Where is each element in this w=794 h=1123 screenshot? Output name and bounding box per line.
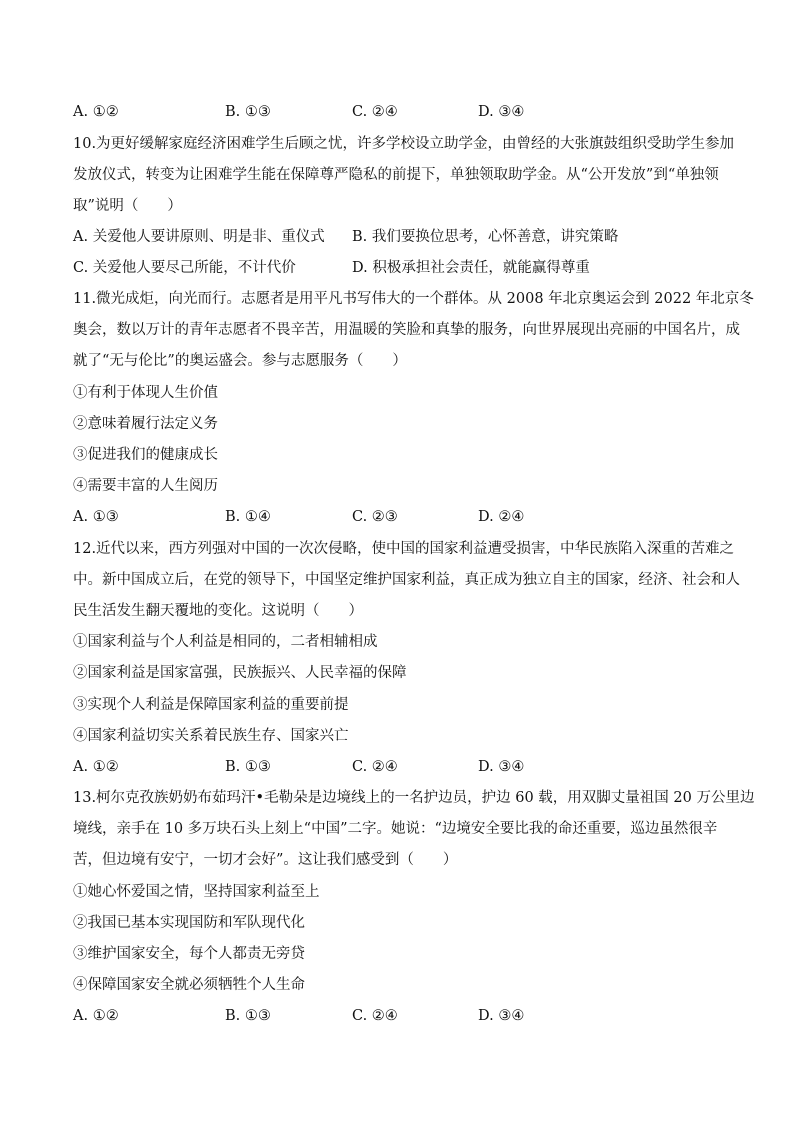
- q12-statement-3: ③实现个人利益是保障国家利益的重要前提: [73, 697, 349, 713]
- q10-stem-line-2: 发放仪式，转变为让困难学生能在保障尊严隐私的前提下，单独领取助学金。从“公开发放”到“单独领: [73, 167, 719, 183]
- q13-option-a[interactable]: A. ①②: [73, 1008, 119, 1024]
- q12-stem-line-3: 民生活发生翻天覆地的变化。这说明（ ）: [73, 603, 363, 619]
- q9-option-c[interactable]: C. ②④: [352, 104, 398, 120]
- q10-stem-line-3: 取”说明（ ）: [73, 198, 182, 214]
- q12-stem-line-2: 中。新中国成立后，在党的领导下，中国坚定维护国家利益，真正成为独立自主的国家，经济、社会和人: [73, 572, 740, 588]
- q13-statement-2: ②我国已基本实现国防和军队现代化: [73, 915, 305, 931]
- q12-options: [73, 756, 753, 778]
- q13-stem-line-2: 境线，亲手在 10 多万块石头上刻上“中国”二字。她说：“边境安全要比我的命还重要，巡边虽然很辛: [73, 821, 718, 837]
- q13-option-b[interactable]: B. ①③: [225, 1008, 271, 1024]
- q12-statement-4: ④国家利益切实关系着民族生存、国家兴亡: [73, 728, 349, 744]
- q11-option-b[interactable]: B. ①④: [225, 509, 271, 525]
- q10-option-c[interactable]: C. 关爱他人要尽己所能，不计代价: [73, 260, 296, 276]
- q11-stem-line-3: 就了“无与伦比”的奥运盛会。参与志愿服务（ ）: [73, 353, 407, 369]
- q11-statement-3: ③促进我们的健康成长: [73, 447, 218, 463]
- q10-option-d[interactable]: D. 积极承担社会责任，就能赢得尊重: [352, 260, 590, 276]
- q9-option-b[interactable]: B. ①③: [225, 104, 271, 120]
- q11-statement-4: ④需要丰富的人生阅历: [73, 478, 218, 494]
- q9-options: [73, 101, 753, 123]
- q12-option-c[interactable]: C. ②④: [352, 759, 398, 775]
- q10-options-row-1: [73, 226, 753, 248]
- q10-option-a[interactable]: A. 关爱他人要讲原则、明是非、重仪式: [73, 229, 325, 245]
- q11-stem-line-2: 奥会，数以万计的青年志愿者不畏辛苦，用温暖的笑脸和真挚的服务，向世界展现出亮丽的中国名片，成: [73, 322, 740, 338]
- q13-statement-1: ①她心怀爱国之情，坚持国家利益至上: [73, 884, 320, 900]
- q9-option-a[interactable]: A. ①②: [73, 104, 119, 120]
- q9-option-d[interactable]: D. ③④: [478, 104, 525, 120]
- q11-option-d[interactable]: D. ②④: [478, 509, 525, 525]
- q12-statement-2: ②国家利益是国家富强，民族振兴、人民幸福的保障: [73, 665, 407, 681]
- q13-stem-line-3: 苦，但边境有安宁，一切才会好”。这让我们感受到（ ）: [73, 852, 458, 868]
- q13-options: [73, 1005, 753, 1027]
- q12-option-a[interactable]: A. ①②: [73, 759, 119, 775]
- q11-options: [73, 506, 753, 528]
- q10-stem-line-1: 10.为更好缓解家庭经济困难学生后顾之忧，许多学校设立助学金，由曾经的大张旗鼓组织受助学生参加: [73, 136, 735, 152]
- q12-option-b[interactable]: B. ①③: [225, 759, 271, 775]
- q10-option-b[interactable]: B. 我们要换位思考，心怀善意，讲究策略: [352, 229, 619, 245]
- q12-option-d[interactable]: D. ③④: [478, 759, 525, 775]
- q12-statement-1: ①国家利益与个人利益是相同的，二者相辅相成: [73, 634, 378, 650]
- q13-statement-3: ③维护国家安全，每个人都责无旁贷: [73, 946, 305, 962]
- q10-options-row-2: [73, 257, 753, 279]
- q11-option-a[interactable]: A. ①③: [73, 509, 119, 525]
- q13-statement-4: ④保障国家安全就必须牺牲个人生命: [73, 977, 305, 993]
- q13-option-d[interactable]: D. ③④: [478, 1008, 525, 1024]
- q12-stem-line-1: 12.近代以来，西方列强对中国的一次次侵略，使中国的国家利益遭受损害，中华民族陷入深重的苦难之: [73, 541, 735, 557]
- q11-statement-2: ②意味着履行法定义务: [73, 416, 218, 432]
- q13-stem-line-1: 13.柯尔克孜族奶奶布茹玛汗•毛勒朵是边境线上的一名护边员，护边 60 载，用双脚丈量祖国 20 万公里边: [73, 790, 755, 806]
- q11-option-c[interactable]: C. ②③: [352, 509, 398, 525]
- q13-option-c[interactable]: C. ②④: [352, 1008, 398, 1024]
- q11-statement-1: ①有利于体现人生价值: [73, 385, 218, 401]
- q11-stem-line-1: 11.微光成炬，向光而行。志愿者是用平凡书写伟大的一个群体。从 2008 年北京奥运会到 2022 年北京冬: [73, 291, 754, 307]
